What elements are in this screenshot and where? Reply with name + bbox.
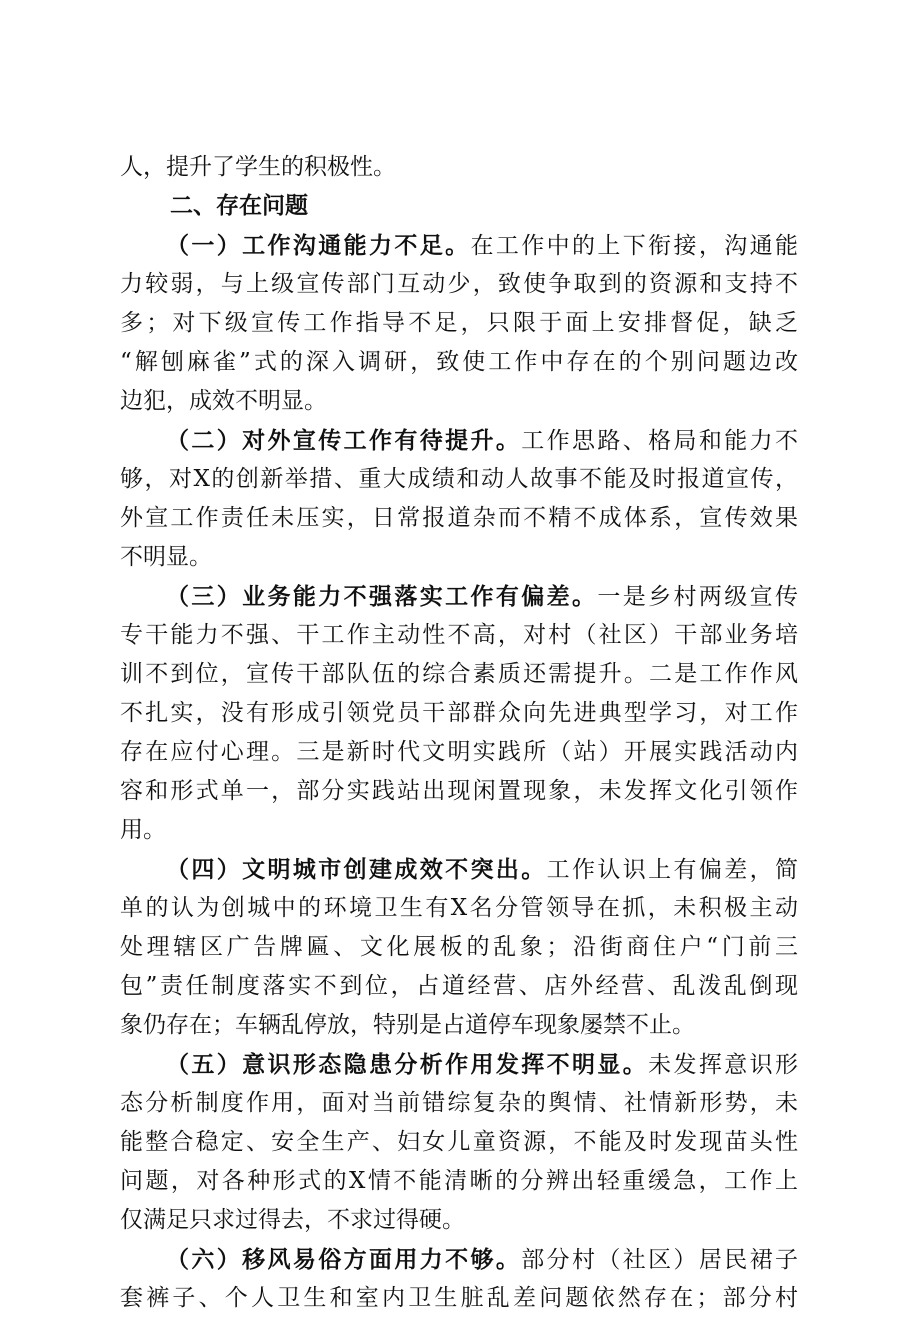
paragraph-line: 包”责任制度落实不到位，占道经营、店外经营、乱泼乱倒现 — [120, 973, 798, 999]
paragraph-first-line — [120, 577, 798, 616]
paragraph-lead: （四）文明城市创建成效不突出。 — [166, 856, 547, 883]
paragraph-line: 够，对X的创新举措、重大成绩和动人故事不能及时报道宣传， — [120, 466, 798, 492]
paragraph-text: 一是乡村两级宣传 — [597, 584, 798, 610]
paragraph-text: 部分村（社区）居民裙子 — [521, 1247, 798, 1273]
paragraph-line: 外宣工作责任未压实，日常报道杂而不精不成体系，宣传效果 — [120, 505, 798, 531]
paragraph-line: 容和形式单一，部分实践站出现闲置现象，未发挥文化引领作 — [120, 778, 798, 804]
paragraph-line: 训不到位，宣传干部队伍的综合素质还需提升。二是工作作风 — [120, 661, 798, 687]
paragraph-6 — [120, 1240, 798, 1318]
document-body — [120, 148, 798, 1318]
paragraph-line: 存在应付心理。三是新时代文明实践所（站）开展实践活动内 — [120, 739, 798, 765]
paragraph-line: 问题，对各种形式的X情不能清晰的分辨出轻重缓急，工作上 — [120, 1168, 798, 1194]
paragraph-line: 象仍存在；车辆乱停放，特别是占道停车现象屡禁不止。 — [120, 1012, 695, 1038]
paragraph-first-line — [120, 226, 798, 265]
paragraph-first-line — [120, 1240, 798, 1279]
paragraph-lead: （三）业务能力不强落实工作有偏差。 — [166, 583, 598, 610]
paragraph-2 — [120, 421, 798, 577]
paragraph-text: 在工作中的上下衔接，沟通能 — [470, 233, 798, 259]
paragraph-5 — [120, 1045, 798, 1240]
paragraph-line: 不明显。 — [120, 544, 212, 570]
paragraph-line: 不扎实，没有形成引领党员干部群众向先进典型学习，对工作 — [120, 700, 798, 726]
paragraph-line: 仅满足只求过得去，不求过得硬。 — [120, 1207, 465, 1233]
paragraph-first-line — [120, 1045, 798, 1084]
section-heading: 二、存在问题 — [170, 193, 308, 219]
paragraph-lead: （六）移风易俗方面用力不够。 — [166, 1246, 522, 1273]
paragraph-line: 能整合稳定、安全生产、妇女儿童资源，不能及时发现苗头性 — [120, 1129, 798, 1155]
paragraph-3 — [120, 577, 798, 850]
paragraph-lead: （五）意识形态隐患分析作用发挥不明显。 — [166, 1051, 649, 1078]
paragraph-line: 边犯，成效不明显。 — [120, 388, 327, 414]
paragraph-lead: （一）工作沟通能力不足。 — [166, 232, 471, 259]
paragraph-line: 处理辖区广告牌匾、文化展板的乱象；沿街商住户“门前三 — [120, 934, 798, 960]
paragraph-text: 未发挥意识形 — [648, 1052, 798, 1078]
paragraph-first-line — [120, 850, 798, 889]
paragraph-line: 套裤子、个人卫生和室内卫生脏乱差问题依然存在；部分村 — [120, 1285, 798, 1311]
paragraph-line: 力较弱，与上级宣传部门互动少，致使争取到的资源和支持不 — [120, 271, 798, 297]
paragraph-4 — [120, 850, 798, 1045]
paragraph-text: 工作思路、格局和能力不 — [521, 428, 798, 454]
paragraph-line: 单的认为创城中的环境卫生有X名分管领导在抓，未积极主动 — [120, 895, 798, 921]
paragraph-line: 态分析制度作用，面对当前错综复杂的舆情、社情新形势，未 — [120, 1090, 798, 1116]
paragraph-line: “解刨麻雀”式的深入调研，致使工作中存在的个别问题边改 — [120, 349, 798, 375]
paragraph-line: 多；对下级宣传工作指导不足，只限于面上安排督促，缺乏 — [120, 310, 798, 336]
intro-tail-line: 人，提升了学生的积极性。 — [120, 154, 396, 180]
paragraph-lead: （二）对外宣传工作有待提升。 — [166, 427, 522, 454]
paragraph-text: 工作认识上有偏差，简 — [546, 857, 798, 883]
paragraph-first-line — [120, 421, 798, 460]
paragraph-line: 专干能力不强、干工作主动性不高，对村（社区）干部业务培 — [120, 622, 798, 648]
paragraph-1 — [120, 226, 798, 421]
paragraph-line: 用。 — [120, 817, 166, 843]
